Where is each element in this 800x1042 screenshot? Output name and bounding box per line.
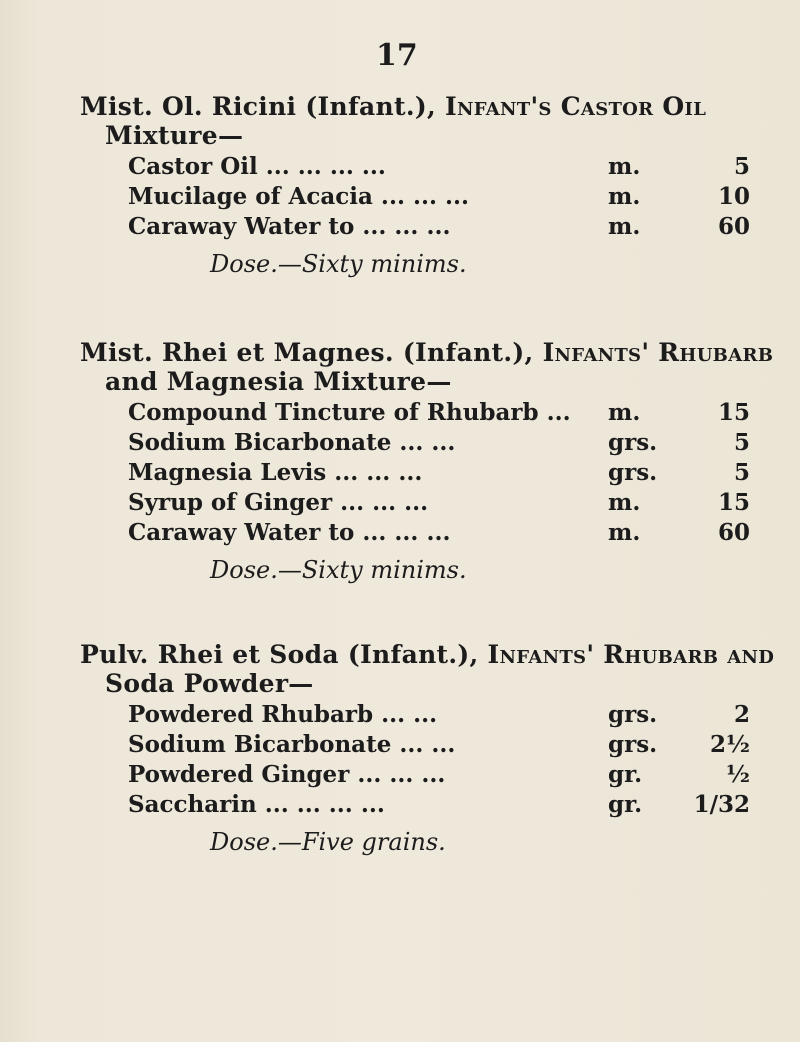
ingredient-quantity: 5 bbox=[733, 459, 750, 486]
ingredient-list bbox=[80, 152, 780, 242]
ingredient-unit: m. bbox=[608, 183, 641, 210]
ingredient-quantity: 15 bbox=[717, 489, 750, 516]
ingredient-name: Sodium Bicarbonate ... ... bbox=[128, 429, 456, 456]
ingredient-name: Syrup of Ginger ... ... ... bbox=[128, 489, 429, 516]
recipe-english-name: Infant's Castor Oil bbox=[444, 92, 707, 121]
ingredient-unit: grs. bbox=[608, 731, 658, 758]
ingredient-row bbox=[80, 700, 780, 730]
ingredient-quantity: 60 bbox=[717, 519, 750, 546]
ingredient-quantity: 10 bbox=[717, 183, 750, 210]
ingredient-unit: grs. bbox=[608, 459, 658, 486]
ingredient-name: Castor Oil ... ... ... ... bbox=[128, 153, 386, 180]
ingredient-unit: m. bbox=[608, 489, 641, 516]
ingredient-name: Caraway Water to ... ... ... bbox=[128, 519, 451, 546]
ingredient-row bbox=[80, 428, 780, 458]
ingredient-unit: grs. bbox=[608, 429, 658, 456]
recipe-english-name: Infants' Rhubarb and bbox=[487, 640, 775, 669]
ingredient-unit: m. bbox=[608, 213, 641, 240]
recipe-title: Mist. Ol. Ricini (Infant.), bbox=[80, 92, 436, 121]
ingredient-row bbox=[80, 488, 780, 518]
ingredient-name: Saccharin ... ... ... ... bbox=[128, 791, 385, 818]
ingredient-unit: grs. bbox=[608, 701, 658, 728]
ingredient-unit: m. bbox=[608, 399, 641, 426]
recipe-section bbox=[80, 640, 780, 858]
recipe-title: Mist. Rhei et Magnes. (Infant.), bbox=[80, 338, 534, 367]
recipe-heading bbox=[80, 92, 780, 121]
ingredient-unit: gr. bbox=[608, 791, 643, 818]
page-number: 17 bbox=[376, 38, 418, 73]
recipe-heading bbox=[80, 338, 780, 367]
ingredient-quantity: ½ bbox=[726, 761, 750, 788]
ingredient-row bbox=[80, 212, 780, 242]
ingredient-quantity: 60 bbox=[717, 213, 750, 240]
dose-text: Dose.—Sixty minims. bbox=[210, 250, 467, 278]
ingredient-name: Sodium Bicarbonate ... ... bbox=[128, 731, 456, 758]
ingredient-quantity: 2½ bbox=[710, 731, 750, 758]
ingredient-name: Magnesia Levis ... ... ... bbox=[128, 459, 423, 486]
ingredient-row bbox=[80, 790, 780, 820]
ingredient-quantity: 1/32 bbox=[693, 791, 750, 818]
ingredient-quantity: 5 bbox=[733, 429, 750, 456]
ingredient-unit: gr. bbox=[608, 761, 643, 788]
dose-text: Dose.—Five grains. bbox=[210, 828, 446, 856]
ingredient-quantity: 5 bbox=[733, 153, 750, 180]
ingredient-row bbox=[80, 760, 780, 790]
ingredient-unit: m. bbox=[608, 153, 641, 180]
ingredient-name: Mucilage of Acacia ... ... ... bbox=[128, 183, 470, 210]
dose-text: Dose.—Sixty minims. bbox=[210, 556, 467, 584]
ingredient-quantity: 2 bbox=[733, 701, 750, 728]
ingredient-name: Powdered Rhubarb ... ... bbox=[128, 701, 438, 728]
ingredient-unit: m. bbox=[608, 519, 641, 546]
ingredient-list bbox=[80, 700, 780, 820]
recipe-heading bbox=[80, 640, 780, 669]
recipe-title: Pulv. Rhei et Soda (Infant.), bbox=[80, 640, 479, 669]
recipe-section bbox=[80, 92, 780, 280]
ingredient-name: Powdered Ginger ... ... ... bbox=[128, 761, 446, 788]
ingredient-row bbox=[80, 518, 780, 548]
recipe-heading-continued: Soda Powder— bbox=[105, 669, 314, 698]
recipe-heading-continued: and Magnesia Mixture— bbox=[105, 367, 452, 396]
ingredient-list bbox=[80, 398, 780, 548]
ingredient-row bbox=[80, 398, 780, 428]
ingredient-row bbox=[80, 730, 780, 760]
recipe-section bbox=[80, 338, 780, 586]
ingredient-row bbox=[80, 458, 780, 488]
ingredient-name: Compound Tincture of Rhubarb ... bbox=[128, 399, 571, 426]
ingredient-quantity: 15 bbox=[717, 399, 750, 426]
ingredient-name: Caraway Water to ... ... ... bbox=[128, 213, 451, 240]
recipe-heading-continued: Mixture— bbox=[105, 121, 244, 150]
ingredient-row bbox=[80, 152, 780, 182]
ingredient-row bbox=[80, 182, 780, 212]
recipe-english-name: Infants' Rhubarb bbox=[542, 338, 774, 367]
